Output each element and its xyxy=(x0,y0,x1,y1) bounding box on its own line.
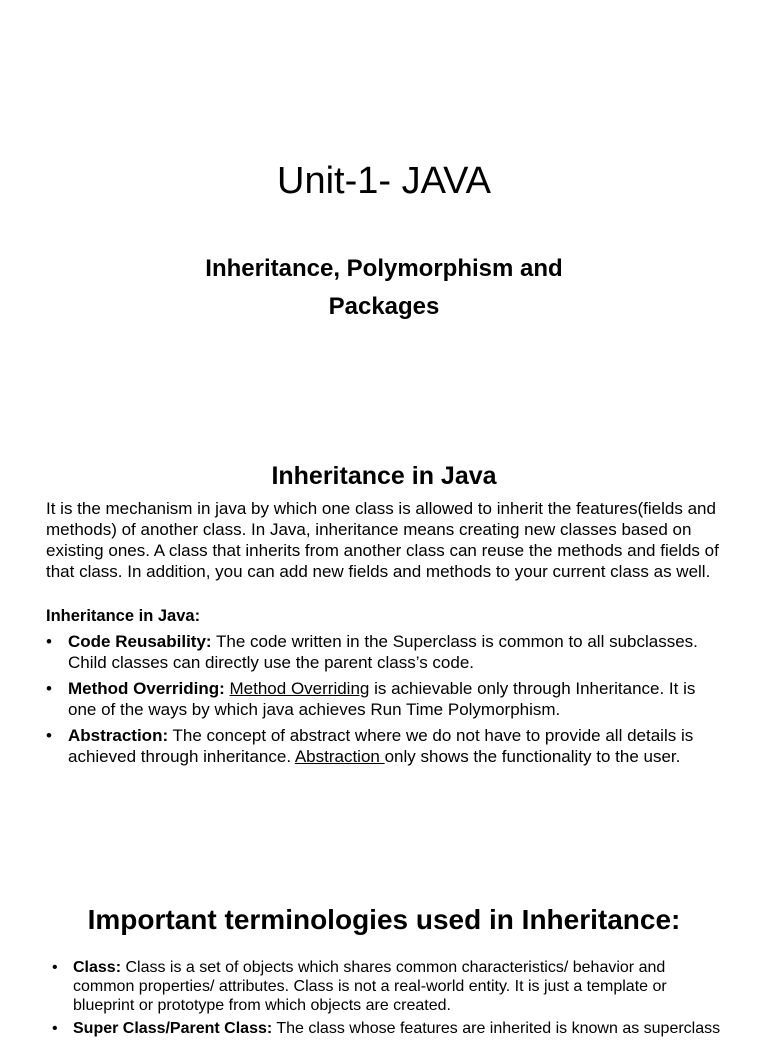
bullet-super-class xyxy=(52,1019,722,1038)
bullet-text: only shows the functionality to the user. xyxy=(384,747,681,766)
bullet-method-overriding xyxy=(46,678,726,720)
bullet-text: The class whose features are inherited is known as superclass xyxy=(272,1020,721,1037)
bullet-term: Class: xyxy=(73,959,122,976)
slide-terminologies xyxy=(0,864,768,1037)
bullet-code-reusability xyxy=(46,631,726,673)
abstraction-link[interactable]: Abstraction xyxy=(294,747,385,766)
slide-heading: Important terminologies used in Inheritance: xyxy=(87,904,681,935)
bullet-text: The concept of abstract where we do not have to provide all details is achieved through inheritance. xyxy=(68,726,694,766)
slide-title-heading: Unit-1- JAVA xyxy=(277,160,491,202)
subtitle-line-2: Packages xyxy=(328,293,440,320)
bullet-list xyxy=(52,958,722,1042)
slide-subtitle xyxy=(150,250,618,326)
slide-title xyxy=(0,0,768,432)
bullet-list xyxy=(46,631,726,772)
subheading: Inheritance in Java: xyxy=(46,607,201,625)
subtitle-line-1: Inheritance, Polymorphism and xyxy=(205,255,563,282)
bullet-term: Method Overriding: xyxy=(68,679,225,698)
bullet-class xyxy=(52,958,722,1015)
bullet-term: Code Reusability: xyxy=(68,632,212,651)
slide-heading: Inheritance in Java xyxy=(271,462,497,490)
bullet-term: Abstraction: xyxy=(68,726,169,745)
bullet-text: The code written in the Superclass is common to all subclasses. Child classes can directly use the parent class’s code. xyxy=(68,632,698,672)
bullet-term: Super Class/Parent Class: xyxy=(73,1020,273,1037)
bullet-text: is achievable only through Inheritance. It is one of the ways by which java achieves Run Time Polymorphism. xyxy=(68,679,696,719)
bullet-abstraction xyxy=(46,725,726,767)
intro-paragraph: It is the mechanism in java by which one class is allowed to inherit the features(fields and methods) of another class. In Java, inheritance means creating new classes based on existing ones. A class that inherits from another class can reuse the methods and fields of that class. In addition, you can add new fields and methods to your current class as well. xyxy=(46,499,719,581)
method-overriding-link[interactable]: Method Overriding xyxy=(229,679,370,698)
bullet-text: Class is a set of objects which shares common characteristics/ behavior and common properties/ attributes. Class is not a real-world entity. It is just a template or blueprint or prototype from which objects are created. xyxy=(73,959,667,1014)
slide-inheritance xyxy=(0,432,768,864)
